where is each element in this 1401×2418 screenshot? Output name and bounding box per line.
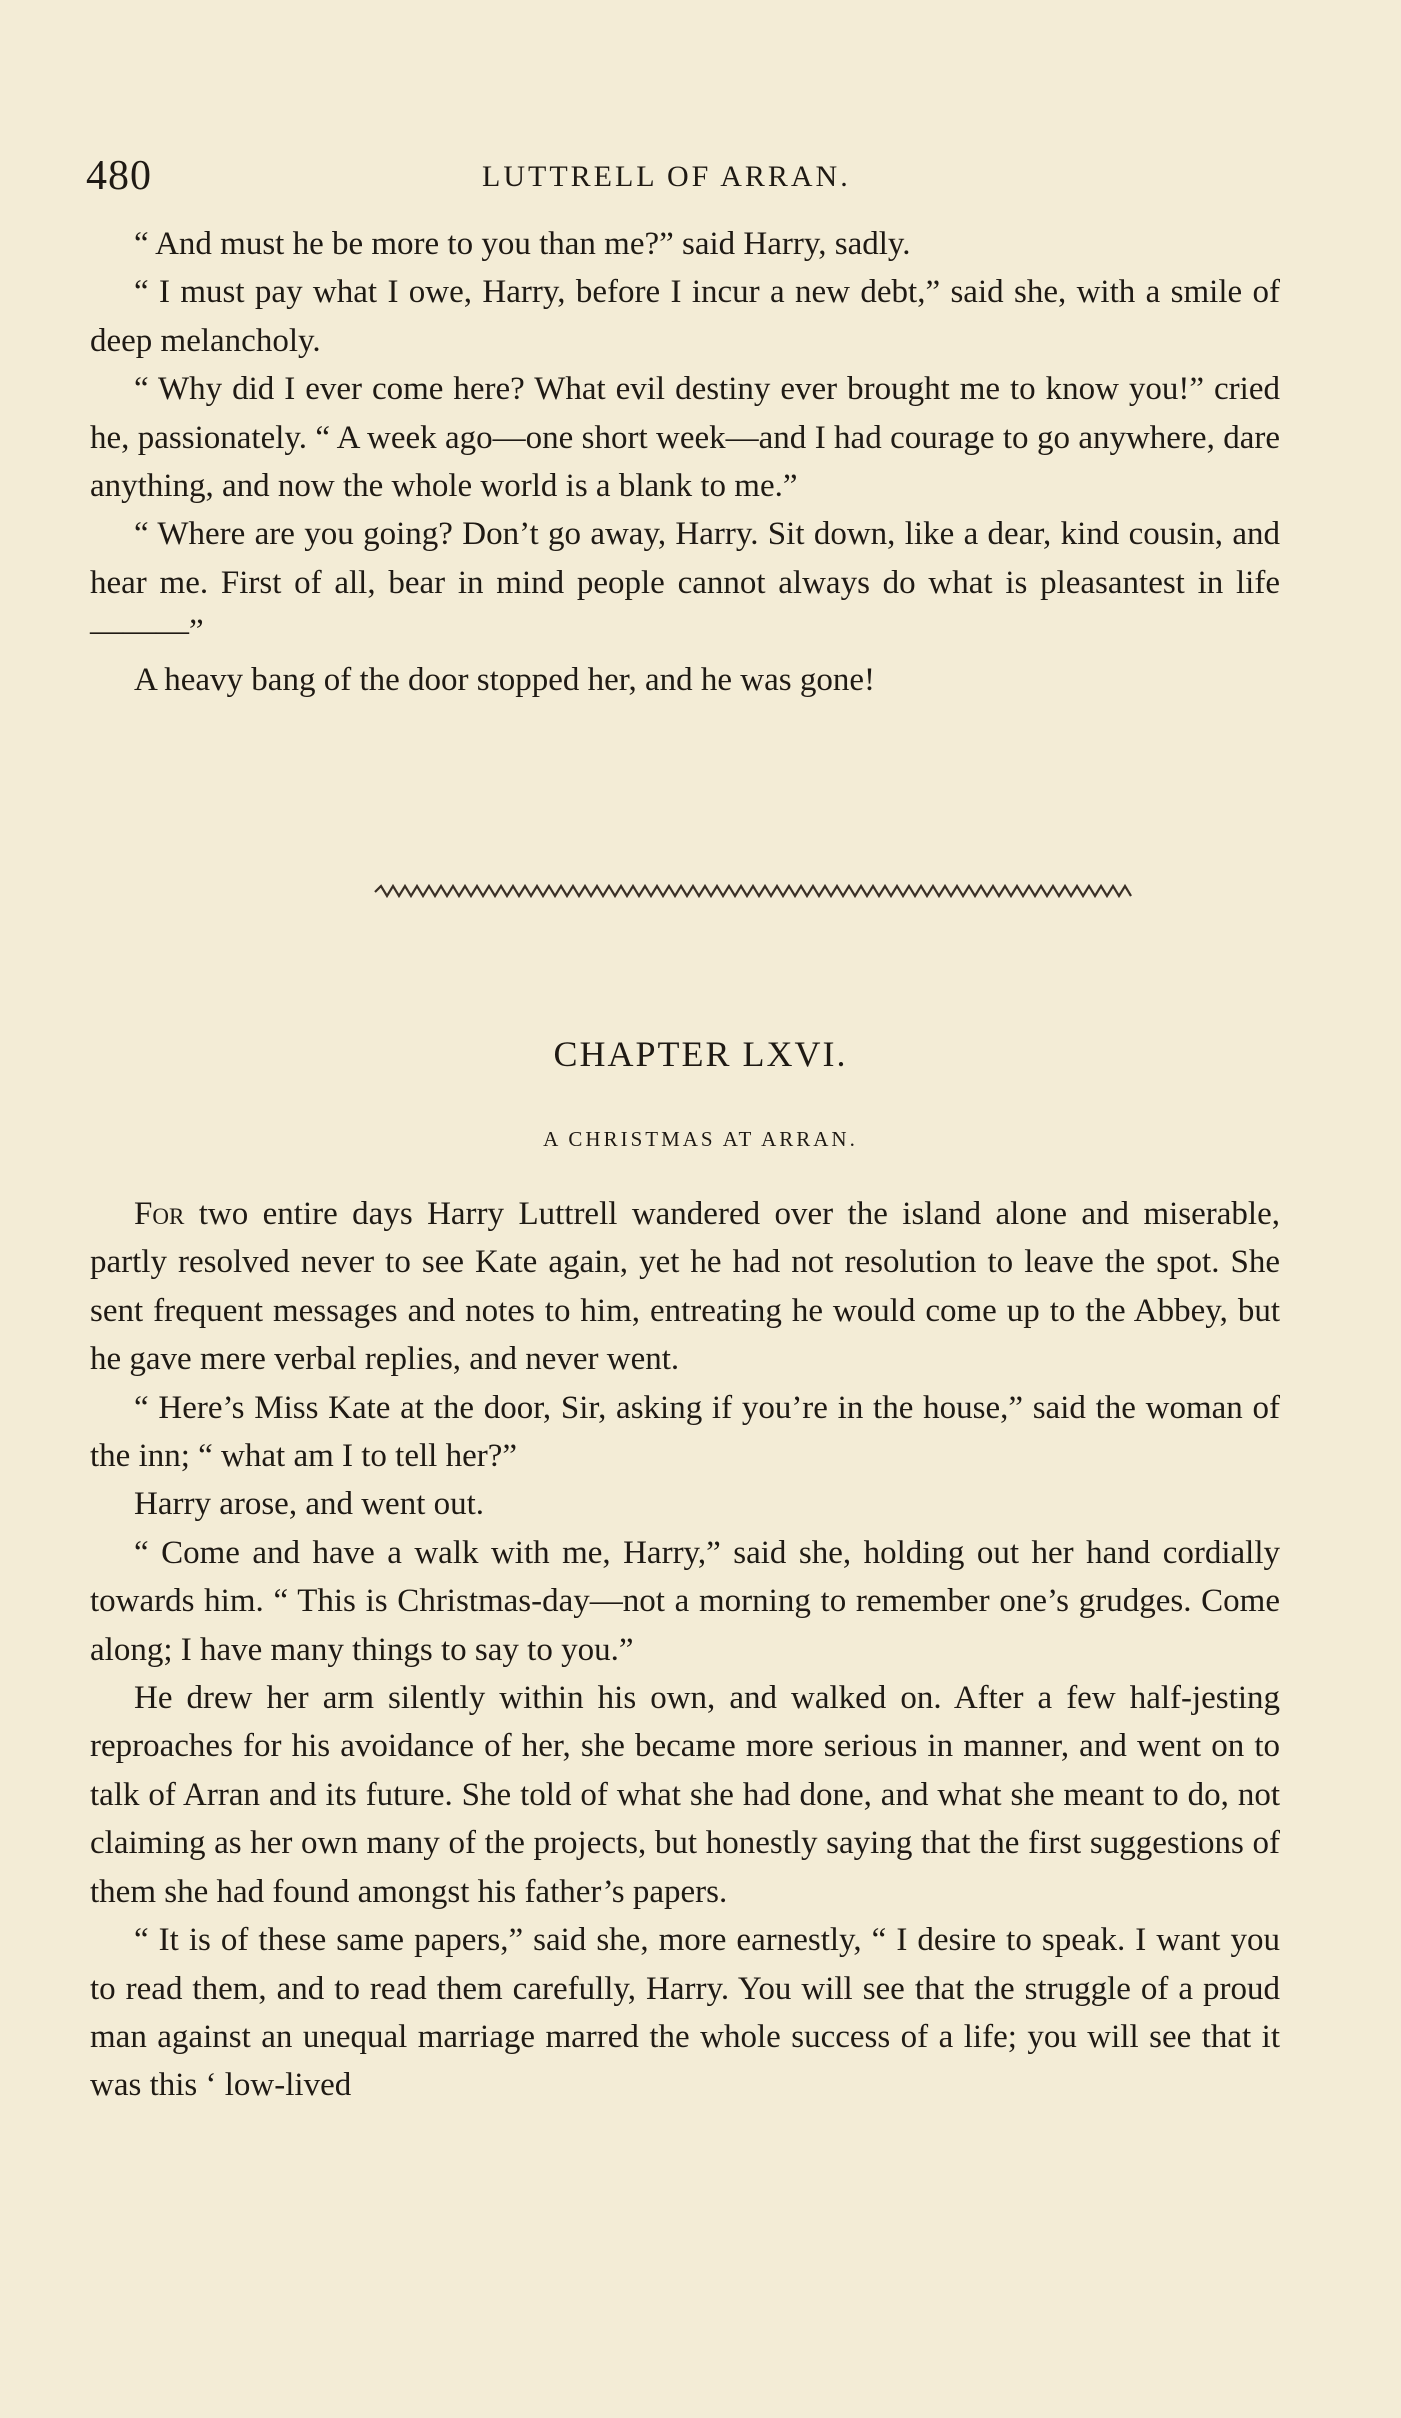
page-number: 480	[86, 153, 152, 199]
paragraph: He drew her arm silently within his own, and walked on. After a few half-jesting reproaches for his avoidance of her, she became more serious in manner, and went on to talk of Arran and its future. She told of what she had done, and what she meant to do, not claiming as her own many of the projects, but honestly saying that the first suggestions of them she had found amongst his father’s papers.	[90, 1680, 1280, 1910]
paragraph: “ And must he be more to you than me?” said Harry, sadly.	[134, 226, 911, 262]
paragraph: A heavy bang of the door stopped her, and he was gone!	[134, 661, 875, 698]
paragraph: “ Here’s Miss Kate at the door, Sir, asking if you’re in the house,” said the woman of the inn; “ what am I to tell her?”	[90, 1389, 1280, 1475]
opening-paragraph	[90, 1190, 1280, 1384]
previous-chapter-text	[90, 220, 1280, 704]
page-header	[86, 152, 1326, 212]
paragraph: “ I must pay what I owe, Harry, before I incur a new debt,” said she, with a smile of deep melancholy.	[90, 274, 1280, 359]
opening-text: two entire days Harry Luttrell wandered over the island alone and miserable, partly resolved never to see Kate again, yet he had not resolution to leave the spot. She sent frequent messages and notes to him, entreating he would come up to the Abbey, but he gave mere verbal replies, and never went.	[90, 1196, 1280, 1378]
chapter-subtitle: A CHRISTMAS AT ARRAN.	[543, 1127, 858, 1151]
chapter-divider-ornament	[373, 880, 1133, 904]
chapter-text	[90, 1190, 1280, 2110]
opening-word: For	[134, 1196, 185, 1232]
paragraph: “ Come and have a walk with me, Harry,” said she, holding out her hand cordially towards him. “ This is Christmas-day—not a morning to remember one’s grudges. Come along; I have many things to say to you.”	[90, 1534, 1280, 1668]
running-head: LUTTRELL OF ARRAN.	[482, 160, 851, 193]
paragraph: “ Why did I ever come here? What evil destiny ever brought me to know you!” cried he, passionately. “ A week ago—one short week—and I had courage to go anywhere, dare anything, and now the whole world is a blank to me.”	[90, 371, 1280, 505]
chapter-title: CHAPTER LXVI.	[553, 1034, 848, 1074]
paragraph: Harry arose, and went out.	[134, 1486, 485, 1523]
paragraph: “ Where are you going? Don’t go away, Harry. Sit down, like a dear, kind cousin, and hear me. First of all, bear in mind people cannot always do what is pleasantest in life———”	[90, 516, 1280, 650]
paragraph: “ It is of these same papers,” said she, more earnestly, “ I desire to speak. I want you to read them, and to read them carefully, Harry. You will see that the struggle of a proud man against an unequal marriage marred the whole success of a life; you will see that it was this ‘ low-lived	[90, 1922, 1280, 2104]
